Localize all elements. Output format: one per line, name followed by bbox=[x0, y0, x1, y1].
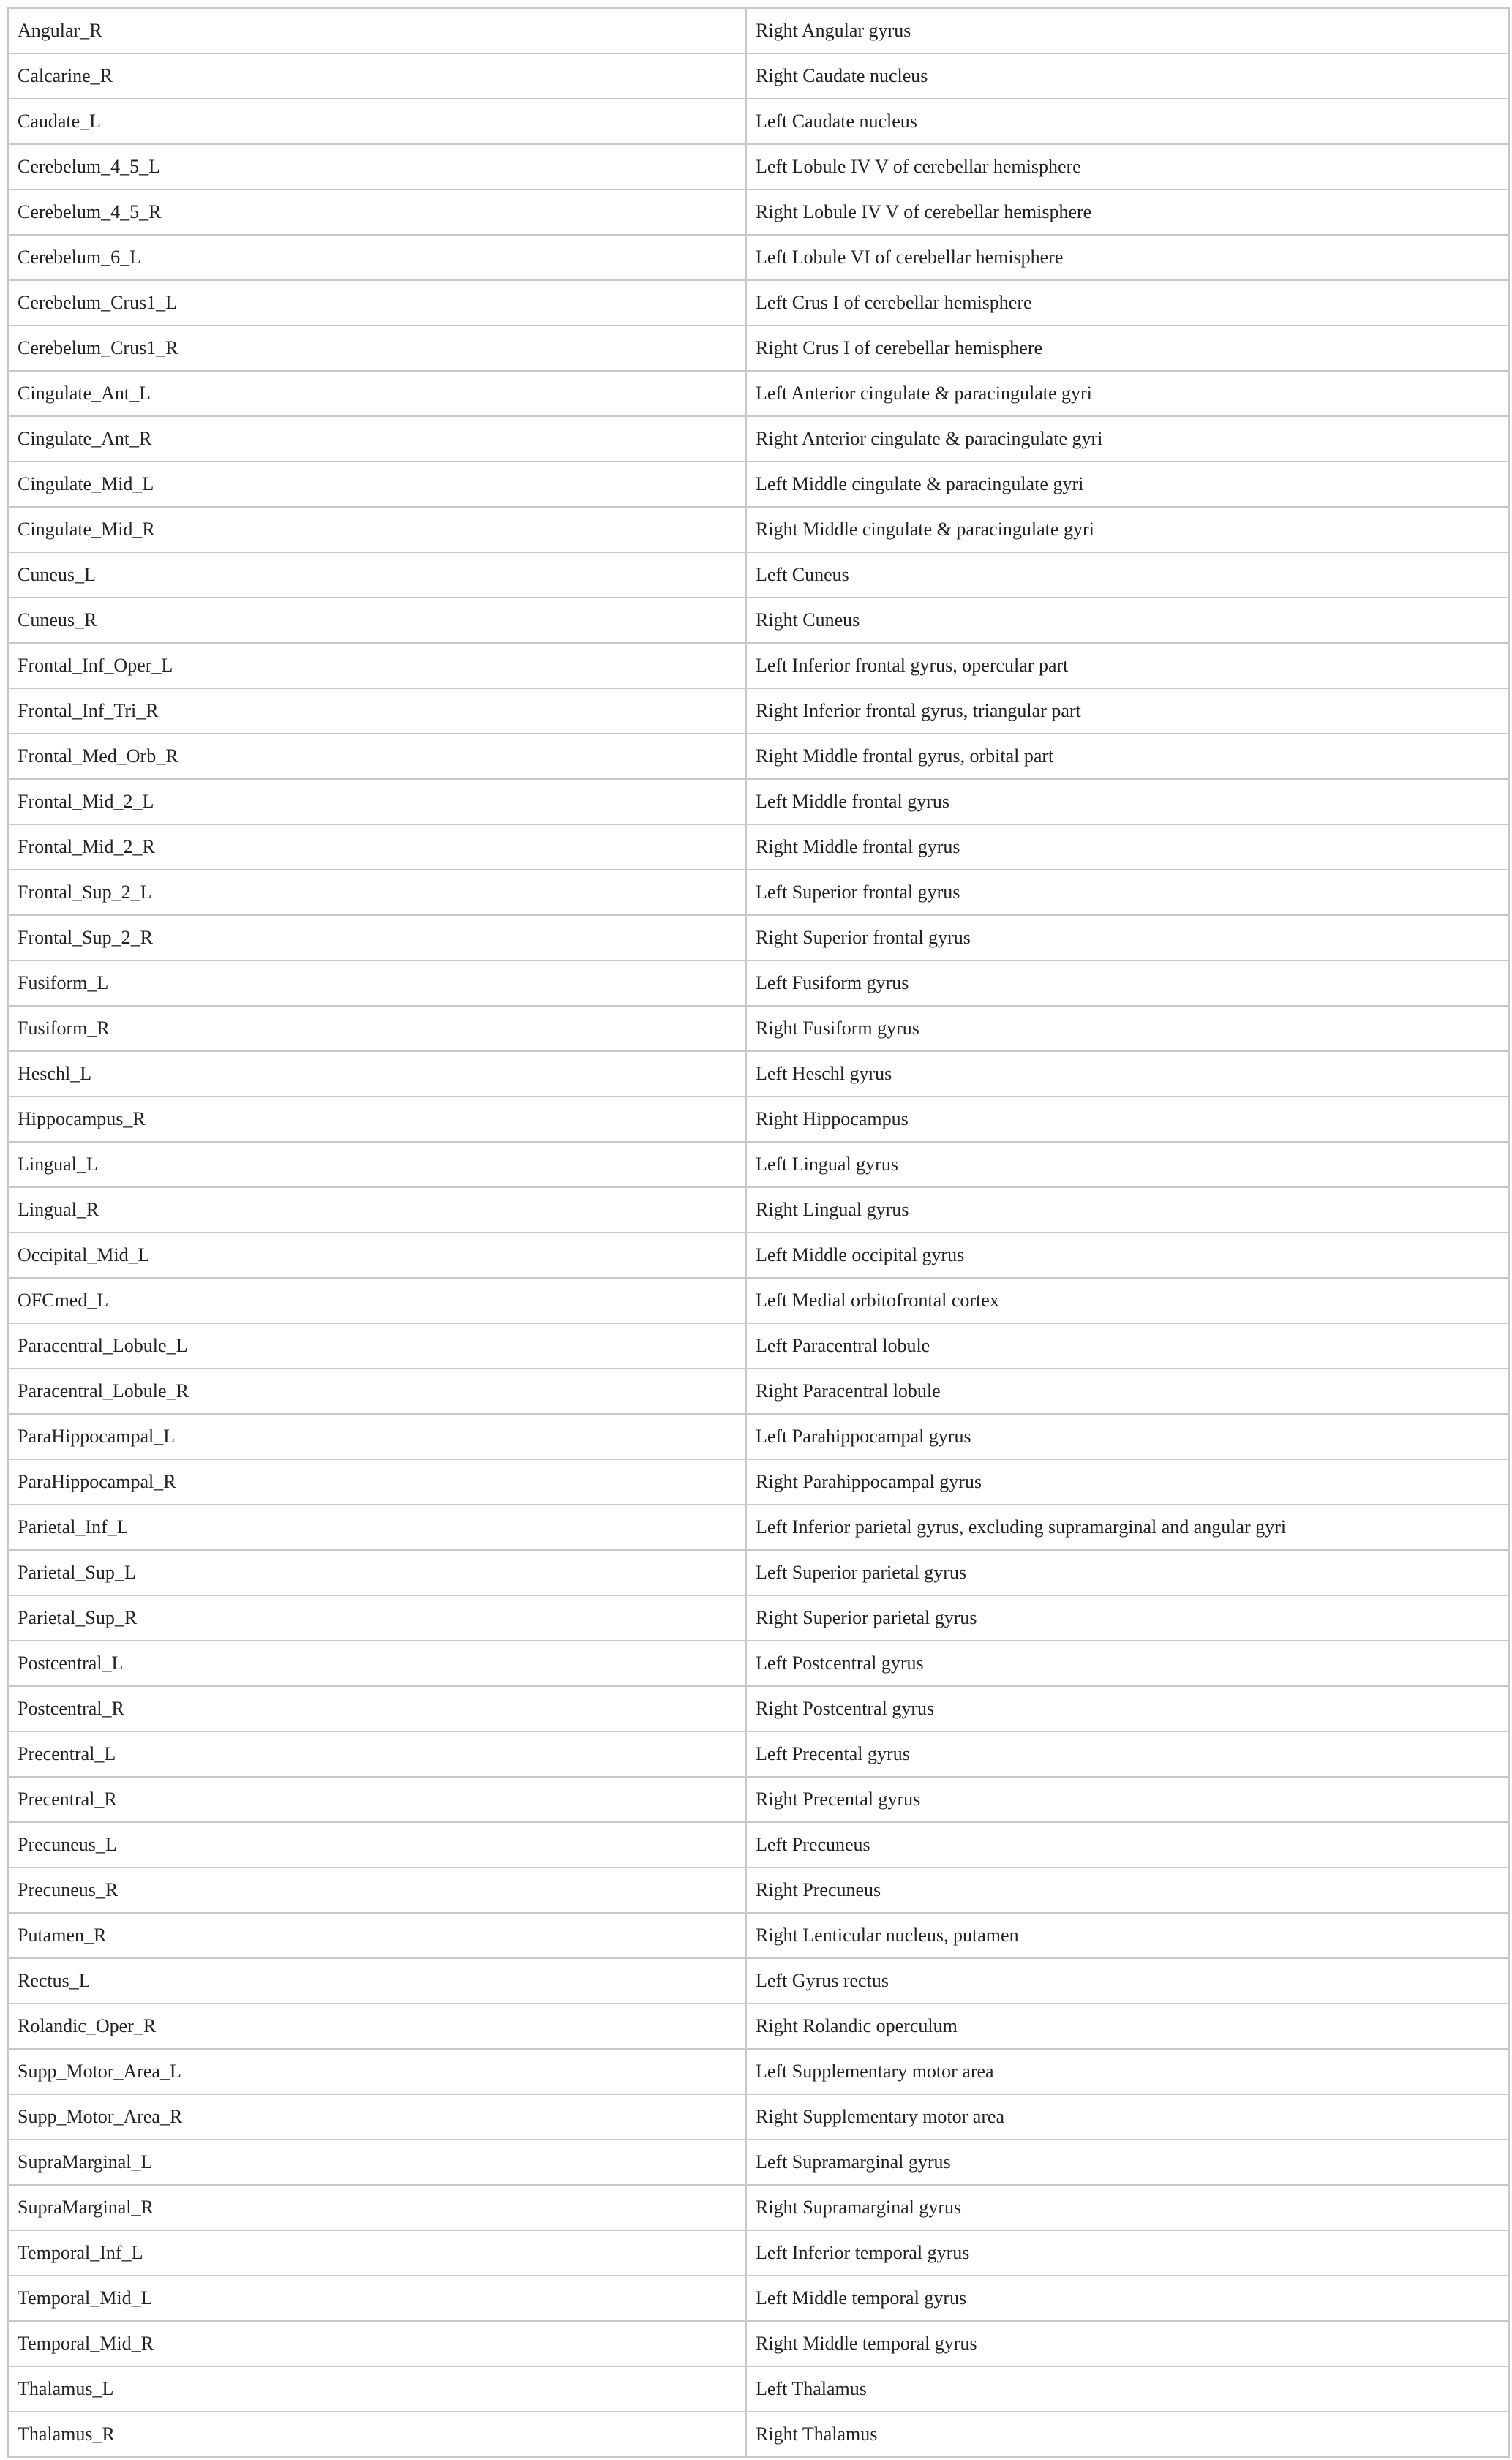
table-row bbox=[8, 1867, 1509, 1913]
region-abbreviation-cell: Lingual_L bbox=[8, 1142, 746, 1187]
region-name-cell: Right Precental gyrus bbox=[746, 1777, 1509, 1822]
region-name-cell: Right Supplementary motor area bbox=[746, 2094, 1509, 2140]
region-name-cell: Right Superior parietal gyrus bbox=[746, 1595, 1509, 1641]
region-abbreviation-cell: Rolandic_Oper_R bbox=[8, 2004, 746, 2049]
region-abbreviation-cell: Parietal_Sup_L bbox=[8, 1550, 746, 1595]
table-row bbox=[8, 1369, 1509, 1414]
table-row bbox=[8, 1459, 1509, 1505]
table-row bbox=[8, 1505, 1509, 1550]
table-row bbox=[8, 1278, 1509, 1323]
region-name-cell: Left Precuneus bbox=[746, 1822, 1509, 1867]
table-row bbox=[8, 1595, 1509, 1641]
region-abbreviation-cell: Paracentral_Lobule_L bbox=[8, 1323, 746, 1369]
table-row bbox=[8, 99, 1509, 144]
table-row bbox=[8, 462, 1509, 507]
region-name-cell: Right Postcentral gyrus bbox=[746, 1686, 1509, 1731]
region-name-cell: Left Lobule VI of cerebellar hemisphere bbox=[746, 235, 1509, 280]
region-abbreviation-cell: Calcarine_R bbox=[8, 53, 746, 99]
table-row bbox=[8, 688, 1509, 734]
region-name-cell: Right Middle frontal gyrus, orbital part bbox=[746, 734, 1509, 779]
region-name-cell: Right Fusiform gyrus bbox=[746, 1006, 1509, 1051]
region-abbreviation-cell: Temporal_Mid_L bbox=[8, 2276, 746, 2321]
region-abbreviation-cell: SupraMarginal_L bbox=[8, 2140, 746, 2185]
table-row bbox=[8, 2004, 1509, 2049]
region-name-cell: Left Superior frontal gyrus bbox=[746, 870, 1509, 915]
region-abbreviation-cell: ParaHippocampal_R bbox=[8, 1459, 746, 1505]
table-row bbox=[8, 1233, 1509, 1278]
region-name-cell: Left Lingual gyrus bbox=[746, 1142, 1509, 1187]
table-row bbox=[8, 1958, 1509, 2004]
region-name-cell: Left Middle cingulate & paracingulate gyri bbox=[746, 462, 1509, 507]
region-abbreviation-cell: Cerebelum_4_5_R bbox=[8, 189, 746, 235]
table-row bbox=[8, 1006, 1509, 1051]
table-row bbox=[8, 643, 1509, 688]
table-row bbox=[8, 1323, 1509, 1369]
table-row bbox=[8, 598, 1509, 643]
region-table-body bbox=[8, 8, 1509, 2457]
region-name-cell: Right Anterior cingulate & paracingulate gyri bbox=[746, 416, 1509, 462]
region-name-cell: Left Middle temporal gyrus bbox=[746, 2276, 1509, 2321]
region-name-cell: Right Lingual gyrus bbox=[746, 1187, 1509, 1233]
table-row bbox=[8, 1731, 1509, 1777]
table-row bbox=[8, 870, 1509, 915]
region-name-cell: Left Inferior parietal gyrus, excluding supramarginal and angular gyri bbox=[746, 1505, 1509, 1550]
region-abbreviation-cell: OFCmed_L bbox=[8, 1278, 746, 1323]
region-name-cell: Left Superior parietal gyrus bbox=[746, 1550, 1509, 1595]
region-abbreviation-cell: Supp_Motor_Area_L bbox=[8, 2049, 746, 2094]
table-row bbox=[8, 1414, 1509, 1459]
region-abbreviation-cell: Frontal_Mid_2_R bbox=[8, 824, 746, 870]
region-name-cell: Left Inferior frontal gyrus, opercular part bbox=[746, 643, 1509, 688]
region-name-cell: Right Hippocampus bbox=[746, 1097, 1509, 1142]
region-name-cell: Left Heschl gyrus bbox=[746, 1051, 1509, 1097]
table-row bbox=[8, 1777, 1509, 1822]
region-abbreviation-cell: Parietal_Sup_R bbox=[8, 1595, 746, 1641]
region-abbreviation-cell: Occipital_Mid_L bbox=[8, 1233, 746, 1278]
region-name-cell: Left Anterior cingulate & paracingulate gyri bbox=[746, 371, 1509, 416]
region-abbreviation-cell: Cingulate_Ant_L bbox=[8, 371, 746, 416]
region-abbreviation-cell: Postcentral_L bbox=[8, 1641, 746, 1686]
region-name-cell: Right Parahippocampal gyrus bbox=[746, 1459, 1509, 1505]
table-row bbox=[8, 1051, 1509, 1097]
region-abbreviation-cell: Precentral_L bbox=[8, 1731, 746, 1777]
region-name-cell: Right Angular gyrus bbox=[746, 8, 1509, 53]
region-name-cell: Right Precuneus bbox=[746, 1867, 1509, 1913]
region-abbreviation-cell: Fusiform_L bbox=[8, 960, 746, 1006]
region-abbreviation-cell: Cerebelum_Crus1_R bbox=[8, 326, 746, 371]
region-name-cell: Right Cuneus bbox=[746, 598, 1509, 643]
region-abbreviation-cell: Precuneus_R bbox=[8, 1867, 746, 1913]
region-name-cell: Right Middle frontal gyrus bbox=[746, 824, 1509, 870]
region-abbreviation-cell: Angular_R bbox=[8, 8, 746, 53]
table-row bbox=[8, 1187, 1509, 1233]
region-abbreviation-cell: Cuneus_L bbox=[8, 552, 746, 598]
table-row bbox=[8, 2321, 1509, 2366]
region-name-cell: Left Middle occipital gyrus bbox=[746, 1233, 1509, 1278]
region-abbreviation-cell: ParaHippocampal_L bbox=[8, 1414, 746, 1459]
table-row bbox=[8, 8, 1509, 53]
table-row bbox=[8, 2185, 1509, 2230]
region-abbreviation-cell: Frontal_Inf_Tri_R bbox=[8, 688, 746, 734]
region-abbreviation-cell: Lingual_R bbox=[8, 1187, 746, 1233]
table-row bbox=[8, 189, 1509, 235]
table-row bbox=[8, 734, 1509, 779]
region-abbreviation-cell: Paracentral_Lobule_R bbox=[8, 1369, 746, 1414]
region-abbreviation-cell: Supp_Motor_Area_R bbox=[8, 2094, 746, 2140]
region-abbreviation-cell: Cingulate_Mid_R bbox=[8, 507, 746, 552]
table-row bbox=[8, 1142, 1509, 1187]
region-name-cell: Left Lobule IV V of cerebellar hemisphere bbox=[746, 144, 1509, 189]
region-name-cell: Right Inferior frontal gyrus, triangular part bbox=[746, 688, 1509, 734]
table-row bbox=[8, 144, 1509, 189]
region-abbreviation-cell: Temporal_Mid_R bbox=[8, 2321, 746, 2366]
region-abbreviation-cell: Cerebelum_Crus1_L bbox=[8, 280, 746, 326]
region-abbreviation-cell: Thalamus_L bbox=[8, 2366, 746, 2412]
table-row bbox=[8, 1822, 1509, 1867]
table-row bbox=[8, 2412, 1509, 2457]
table-row bbox=[8, 915, 1509, 960]
region-abbreviation-cell: Cuneus_R bbox=[8, 598, 746, 643]
region-name-cell: Right Lobule IV V of cerebellar hemisphere bbox=[746, 189, 1509, 235]
table-row bbox=[8, 1913, 1509, 1958]
table-row bbox=[8, 326, 1509, 371]
region-abbreviation-cell: Postcentral_R bbox=[8, 1686, 746, 1731]
region-name-cell: Right Crus I of cerebellar hemisphere bbox=[746, 326, 1509, 371]
region-name-cell: Left Gyrus rectus bbox=[746, 1958, 1509, 2004]
table-row bbox=[8, 2276, 1509, 2321]
region-abbreviation-cell: Cingulate_Ant_R bbox=[8, 416, 746, 462]
region-name-cell: Right Rolandic operculum bbox=[746, 2004, 1509, 2049]
table-row bbox=[8, 2049, 1509, 2094]
region-abbreviation-cell: Putamen_R bbox=[8, 1913, 746, 1958]
region-name-cell: Left Fusiform gyrus bbox=[746, 960, 1509, 1006]
region-name-cell: Left Crus I of cerebellar hemisphere bbox=[746, 280, 1509, 326]
region-name-cell: Left Precental gyrus bbox=[746, 1731, 1509, 1777]
region-abbreviation-cell: Frontal_Sup_2_L bbox=[8, 870, 746, 915]
region-abbreviation-cell: Heschl_L bbox=[8, 1051, 746, 1097]
region-name-cell: Right Supramarginal gyrus bbox=[746, 2185, 1509, 2230]
table-row bbox=[8, 1097, 1509, 1142]
region-name-cell: Left Postcentral gyrus bbox=[746, 1641, 1509, 1686]
region-table bbox=[7, 7, 1510, 2458]
region-name-cell: Left Middle frontal gyrus bbox=[746, 779, 1509, 824]
region-abbreviation-cell: Frontal_Mid_2_L bbox=[8, 779, 746, 824]
region-name-cell: Right Thalamus bbox=[746, 2412, 1509, 2457]
region-name-cell: Left Paracentral lobule bbox=[746, 1323, 1509, 1369]
table-row bbox=[8, 779, 1509, 824]
table-row bbox=[8, 371, 1509, 416]
table-row bbox=[8, 2094, 1509, 2140]
region-abbreviation-cell: Caudate_L bbox=[8, 99, 746, 144]
region-abbreviation-cell: Hippocampus_R bbox=[8, 1097, 746, 1142]
region-abbreviation-cell: Frontal_Sup_2_R bbox=[8, 915, 746, 960]
region-name-cell: Left Inferior temporal gyrus bbox=[746, 2230, 1509, 2276]
table-row bbox=[8, 960, 1509, 1006]
table-row bbox=[8, 1550, 1509, 1595]
table-row bbox=[8, 280, 1509, 326]
region-name-cell: Left Thalamus bbox=[746, 2366, 1509, 2412]
table-row bbox=[8, 507, 1509, 552]
region-abbreviation-cell: Cerebelum_4_5_L bbox=[8, 144, 746, 189]
table-row bbox=[8, 552, 1509, 598]
region-abbreviation-cell: Fusiform_R bbox=[8, 1006, 746, 1051]
region-name-cell: Left Supplementary motor area bbox=[746, 2049, 1509, 2094]
table-row bbox=[8, 1686, 1509, 1731]
region-abbreviation-cell: Thalamus_R bbox=[8, 2412, 746, 2457]
table-row bbox=[8, 416, 1509, 462]
region-name-cell: Right Caudate nucleus bbox=[746, 53, 1509, 99]
table-row bbox=[8, 1641, 1509, 1686]
region-name-cell: Left Supramarginal gyrus bbox=[746, 2140, 1509, 2185]
table-row bbox=[8, 824, 1509, 870]
region-name-cell: Right Superior frontal gyrus bbox=[746, 915, 1509, 960]
region-name-cell: Left Cuneus bbox=[746, 552, 1509, 598]
region-abbreviation-cell: Cingulate_Mid_L bbox=[8, 462, 746, 507]
table-row bbox=[8, 2230, 1509, 2276]
region-abbreviation-cell: Precentral_R bbox=[8, 1777, 746, 1822]
region-name-cell: Right Middle cingulate & paracingulate gyri bbox=[746, 507, 1509, 552]
region-abbreviation-cell: Cerebelum_6_L bbox=[8, 235, 746, 280]
region-abbreviation-cell: Frontal_Med_Orb_R bbox=[8, 734, 746, 779]
table-row bbox=[8, 2140, 1509, 2185]
region-name-cell: Left Medial orbitofrontal cortex bbox=[746, 1278, 1509, 1323]
region-name-cell: Left Caudate nucleus bbox=[746, 99, 1509, 144]
table-row bbox=[8, 53, 1509, 99]
region-abbreviation-cell: Rectus_L bbox=[8, 1958, 746, 2004]
region-name-cell: Left Parahippocampal gyrus bbox=[746, 1414, 1509, 1459]
region-name-cell: Right Lenticular nucleus, putamen bbox=[746, 1913, 1509, 1958]
region-abbreviation-cell: SupraMarginal_R bbox=[8, 2185, 746, 2230]
region-abbreviation-cell: Parietal_Inf_L bbox=[8, 1505, 746, 1550]
region-name-cell: Right Middle temporal gyrus bbox=[746, 2321, 1509, 2366]
region-abbreviation-cell: Precuneus_L bbox=[8, 1822, 746, 1867]
region-name-cell: Right Paracentral lobule bbox=[746, 1369, 1509, 1414]
region-abbreviation-cell: Temporal_Inf_L bbox=[8, 2230, 746, 2276]
table-row bbox=[8, 2366, 1509, 2412]
region-abbreviation-cell: Frontal_Inf_Oper_L bbox=[8, 643, 746, 688]
table-row bbox=[8, 235, 1509, 280]
